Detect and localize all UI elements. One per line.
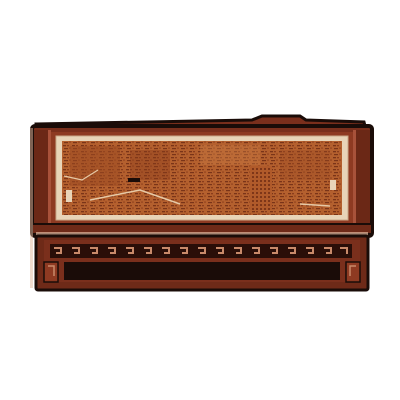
inscription-panel — [56, 136, 348, 220]
meander-band — [50, 244, 352, 258]
chest-base — [36, 236, 368, 290]
base-recess — [64, 262, 340, 280]
